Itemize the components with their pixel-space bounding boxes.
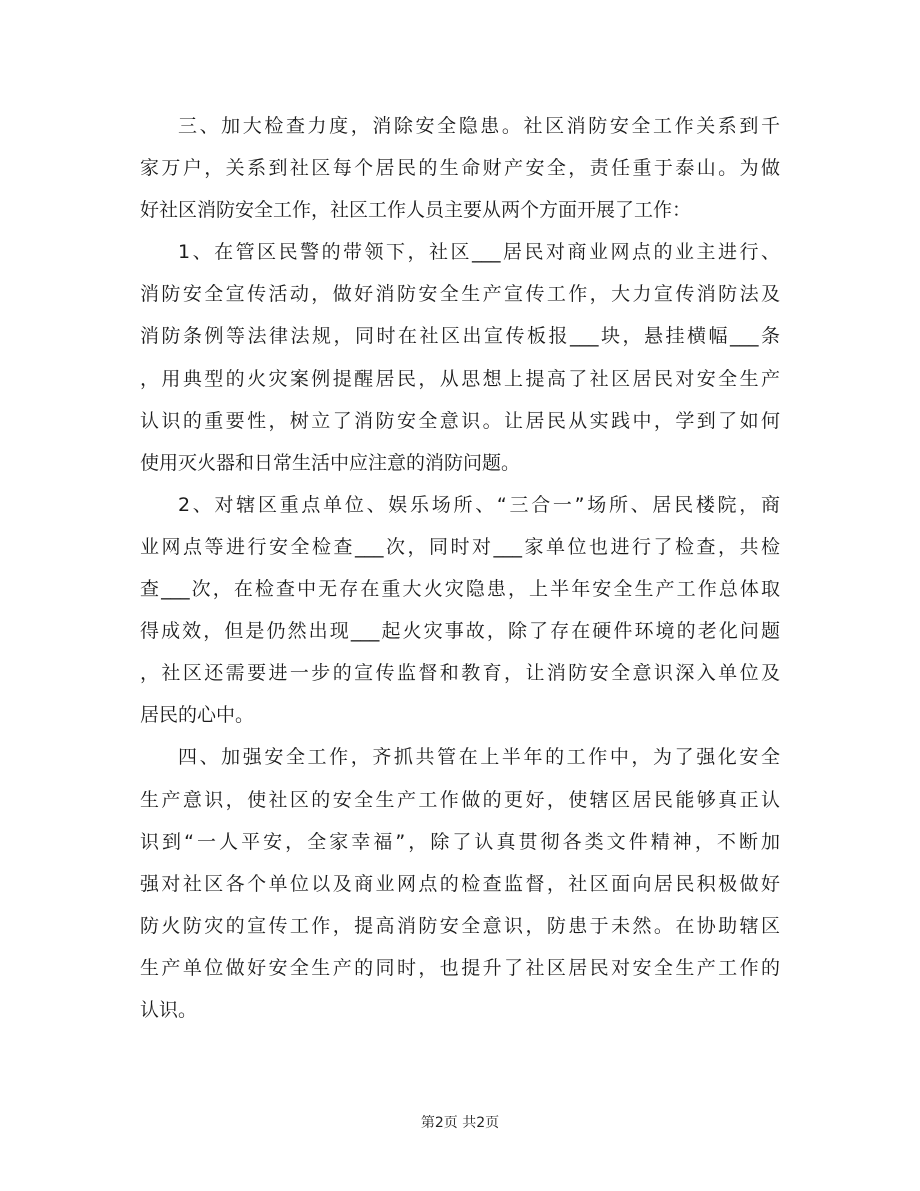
text-line: 识到“一人平安，全家幸福”，除了认真贯彻各类文件精神，不断加 xyxy=(140,830,780,853)
document-body xyxy=(140,105,780,1031)
text-line: ，社区还需要进一步的宣传监督和教育，让消防安全意识深入单位及 xyxy=(140,662,780,685)
text-line: 消防安全宣传活动，做好消防安全生产宣传工作，大力宣传消防法及 xyxy=(140,283,780,306)
text-line: 得成效，但是仍然出现___起火灾事故，除了存在硬件环境的老化问题 xyxy=(140,620,780,643)
text-line: 三、加大检查力度，消除安全隐患。社区消防安全工作关系到千 xyxy=(178,115,780,137)
text-line: 2、对辖区重点单位、娱乐场所、“三合一”场所、居民楼院，商 xyxy=(178,493,780,516)
text-line: 居民的心中。 xyxy=(140,704,255,727)
text-line: 认识的重要性，树立了消防安全意识。让居民从实践中，学到了如何 xyxy=(140,409,780,432)
text-line: 家万户，关系到社区每个居民的生命财产安全，责任重于泰山。为做 xyxy=(140,157,780,180)
text-line: 好社区消防安全工作，社区工作人员主要从两个方面开展了工作： xyxy=(140,199,692,222)
text-line: 使用灭火器和日常生活中应注意的消防问题。 xyxy=(140,451,521,474)
text-line: 四、加强安全工作，齐抓共管在上半年的工作中，为了强化安全 xyxy=(178,746,780,769)
text-line: 生产意识，使社区的安全生产工作做的更好，使辖区居民能够真正认 xyxy=(140,788,780,811)
paragraph-section-4 xyxy=(140,736,780,1031)
text-line: 防火防灾的宣传工作，提高消防安全意识，防患于未然。在协助辖区 xyxy=(140,914,780,937)
text-line: 消防条例等法律法规，同时在社区出宣传板报___块，悬挂横幅___条 xyxy=(140,325,780,348)
text-line: ，用典型的火灾案例提醒居民，从思想上提高了社区居民对安全生产 xyxy=(140,367,780,390)
paragraph-item-2 xyxy=(140,484,780,737)
text-line: 业网点等进行安全检查___次，同时对___家单位也进行了检查，共检 xyxy=(140,535,780,558)
text-line: 生产单位做好安全生产的同时，也提升了社区居民对安全生产工作的 xyxy=(140,956,780,979)
text-line: 查___次，在检查中无存在重大火灾隐患，上半年安全生产工作总体取 xyxy=(140,578,780,601)
text-line: 强对社区各个单位以及商业网点的检查监督，社区面向居民积极做好 xyxy=(140,872,780,895)
text-line: 认识。 xyxy=(140,998,198,1021)
text-line: 1、在管区民警的带领下，社区___居民对商业网点的业主进行、 xyxy=(178,241,780,264)
page-footer xyxy=(0,1112,920,1132)
paragraph-item-1 xyxy=(140,231,780,484)
page-number: 第2页 共2页 xyxy=(420,1115,500,1131)
paragraph-section-3 xyxy=(140,105,780,231)
